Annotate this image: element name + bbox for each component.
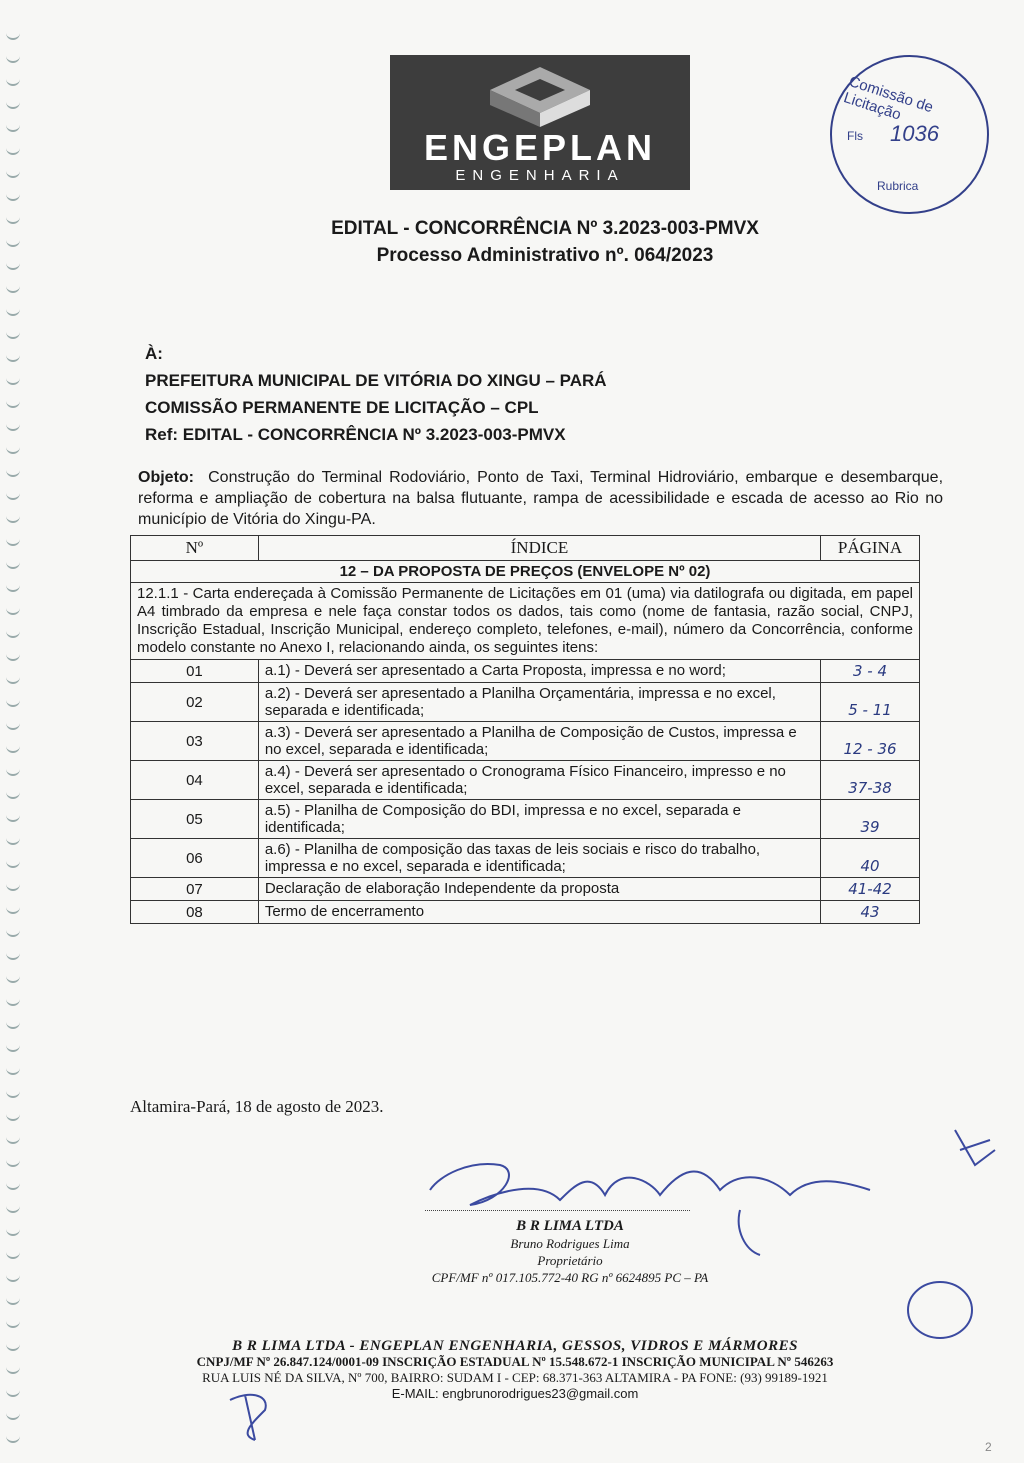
letterhead-footer: [130, 1338, 900, 1402]
row-description: a.4) - Deverá ser apresentado o Cronograma Físico Financeiro, impresso e no excel, separada e identificada;: [258, 761, 820, 800]
footer-registrations: CNPJ/MF Nº 26.847.124/0001-09 INSCRIÇÃO ESTADUAL Nº 15.548.672-1 INSCRIÇÃO MUNICIPAL Nº 546263: [196, 1354, 834, 1369]
signature-docs: CPF/MF nº 017.105.772-40 RG nº 6624895 PC – PA: [431, 1270, 709, 1285]
col-header-no: Nº: [131, 536, 259, 561]
stamp-rubrica-label: Rubrica: [877, 179, 919, 193]
section-title: 12 – DA PROPOSTA DE PREÇOS (ENVELOPE Nº 02): [131, 561, 920, 583]
col-header-page: PÁGINA: [821, 536, 920, 561]
row-page: 37-38: [821, 761, 920, 800]
row-number: 02: [131, 683, 259, 722]
footer-company: B R LIMA LTDA - ENGEPLAN ENGENHARIA, GESSOS, VIDROS E MÁRMORES: [232, 1338, 798, 1354]
row-number: 01: [131, 660, 259, 683]
row-number: 03: [131, 722, 259, 761]
row-page: 43: [821, 901, 920, 924]
logo-subtitle: ENGENHARIA: [455, 167, 625, 184]
row-page: 40: [821, 839, 920, 878]
row-description: a.3) - Deverá ser apresentado a Planilha de Composição de Custos, impressa e no excel, separada e identificada;: [258, 722, 820, 761]
address-line2: COMISSÃO PERMANENTE DE LICITAÇÃO – CPL: [145, 398, 539, 417]
address-to: À:: [145, 344, 163, 363]
row-number: 06: [131, 839, 259, 878]
process-number: Processo Administrativo nº. 064/2023: [376, 245, 714, 266]
stamp-fls-label: Fls: [847, 129, 863, 143]
row-number: 05: [131, 800, 259, 839]
footer-email: E-MAIL: engbrunorodrigues23@gmail.com: [391, 1386, 639, 1401]
row-number: 07: [131, 878, 259, 901]
row-page: 3 - 4: [821, 660, 920, 683]
signature-role: Proprietário: [537, 1253, 603, 1268]
row-description: Termo de encerramento: [258, 901, 820, 924]
place-date: Altamira-Pará, 18 de agosto de 2023.: [130, 1097, 384, 1116]
corner-mark: [955, 1130, 995, 1165]
logo-name: ENGEPLAN: [423, 127, 657, 168]
col-header-index: ÍNDICE: [258, 536, 820, 561]
footer-address: RUA LUIS NÉ DA SILVA, Nº 700, BAIRRO: SUDAM I - CEP: 68.371-363 ALTAMIRA - PA FONE: (93) 99189-1921: [202, 1370, 828, 1385]
row-number: 04: [131, 761, 259, 800]
rubric-mark: [908, 1282, 972, 1338]
edital-title: EDITAL - CONCORRÊNCIA Nº 3.2023-003-PMVX: [331, 218, 759, 239]
row-page: 5 - 11: [821, 683, 920, 722]
row-page: 41-42: [821, 878, 920, 901]
intro-text: 12.1.1 - Carta endereçada à Comissão Permanente de Licitações em 01 (uma) via datilografa ou digitada, em papel A4 timbrado da empresa e nele faça constar todos os dados, tais como (nome de fantasia, razão social, CNPJ, Inscrição Estadual, Inscrição Municipal, endereço completo, telefones, e-mail), número da Concorrência, conforme modelo constante no Anexo I, relacionando ainda, os seguintes itens:: [131, 583, 920, 660]
address-line1: PREFEITURA MUNICIPAL DE VITÓRIA DO XINGU – PARÁ: [145, 371, 607, 390]
signature-block: [370, 1218, 770, 1286]
signature-line: [425, 1210, 690, 1211]
page-corner-number: 2: [985, 1440, 992, 1454]
row-description: Declaração de elaboração Independente da proposta: [258, 878, 820, 901]
address-line3: Ref: EDITAL - CONCORRÊNCIA Nº 3.2023-003-PMVX: [145, 425, 566, 444]
signature-name: Bruno Rodrigues Lima: [510, 1236, 630, 1251]
stamp-text: Comissão de Licitação: [841, 73, 936, 124]
row-description: a.1) - Deverá ser apresentado a Carta Proposta, impressa e no word;: [258, 660, 820, 683]
objeto-label: Objeto:: [138, 469, 194, 486]
row-description: a.6) - Planilha de composição das taxas de leis sociais e risco do trabalho, impressa e no excel, separada e identificada;: [258, 839, 820, 878]
objeto-text: Construção do Terminal Rodoviário, Ponto de Taxi, Terminal Hidroviário, embarque e desembarque, reforma e ampliação de cobertura na balsa flutuante, rampa de acessibilidade e escada de acesso ao Rio no município de Vitória do Xingu-PA.: [138, 469, 944, 528]
signature-scribble: [430, 1164, 870, 1205]
signature-company: B R LIMA LTDA: [516, 1218, 624, 1234]
row-description: a.2) - Deverá ser apresentado a Planilha Orçamentária, impressa e no excel, separada e identificada;: [258, 683, 820, 722]
row-description: a.5) - Planilha de Composição do BDI, impressa e no excel, separada e identificada;: [258, 800, 820, 839]
row-number: 08: [131, 901, 259, 924]
stamp-page-number: 1036: [890, 121, 939, 146]
row-page: 39: [821, 800, 920, 839]
row-page: 12 - 36: [821, 722, 920, 761]
